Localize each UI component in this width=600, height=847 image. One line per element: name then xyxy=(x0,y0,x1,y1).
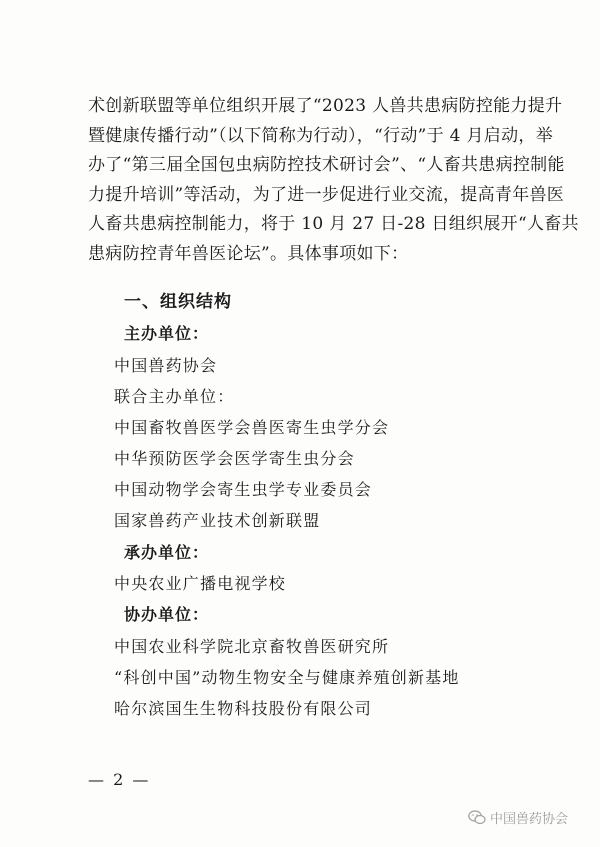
cohost-item: 中华预防医学会医学寄生虫分会 xyxy=(114,449,355,468)
section-heading: 一、组织结构 xyxy=(124,292,232,312)
intro-line: 人畜共患病控制能力，将于 10 月 27 日-28 日组织展开“人畜共 xyxy=(88,214,579,234)
organizer-name: 中央农业广播电视学校 xyxy=(114,574,287,593)
watermark xyxy=(468,808,568,827)
host-name: 中国兽药协会 xyxy=(114,356,218,375)
assist-item: 哈尔滨国生生物科技股份有限公司 xyxy=(114,699,373,718)
cohost-item: 中国动物学会寄生虫学专业委员会 xyxy=(114,480,373,499)
intro-line: 办了“第三届全国包虫病防控技术研讨会”、“人畜共患病控制能 xyxy=(88,155,565,175)
cohost-item: 中国畜牧兽医学会兽医寄生虫学分会 xyxy=(114,418,390,437)
assist-item: 中国农业科学院北京畜牧兽医研究所 xyxy=(114,637,390,656)
intro-line: 力提升培训”等活动，为了进一步促进行业交流，提高青年兽医 xyxy=(88,184,565,205)
cohost-label: 联合主办单位： xyxy=(114,387,235,406)
assist-item: “科创中国”动物生物安全与健康养殖创新基地 xyxy=(114,668,460,687)
assist-label: 协办单位： xyxy=(124,605,210,624)
intro-line: 暨健康传播行动”（以下简称为行动），“行动”于 4 月启动，举 xyxy=(88,125,553,146)
intro-line: 患病防控青年兽医论坛”。具体事项如下： xyxy=(88,243,409,264)
wechat-icon xyxy=(468,810,486,825)
intro-line: 术创新联盟等单位组织开展了“2023 人兽共患病防控能力提升 xyxy=(88,96,563,116)
watermark-text: 中国兽药协会 xyxy=(490,812,569,827)
host-label: 主办单位： xyxy=(124,324,210,343)
intro-paragraph xyxy=(88,92,579,269)
cohost-item: 国家兽药产业技术创新联盟 xyxy=(114,511,321,530)
organizer-label: 承办单位： xyxy=(124,543,210,562)
page-number: — 2 — xyxy=(88,770,151,789)
